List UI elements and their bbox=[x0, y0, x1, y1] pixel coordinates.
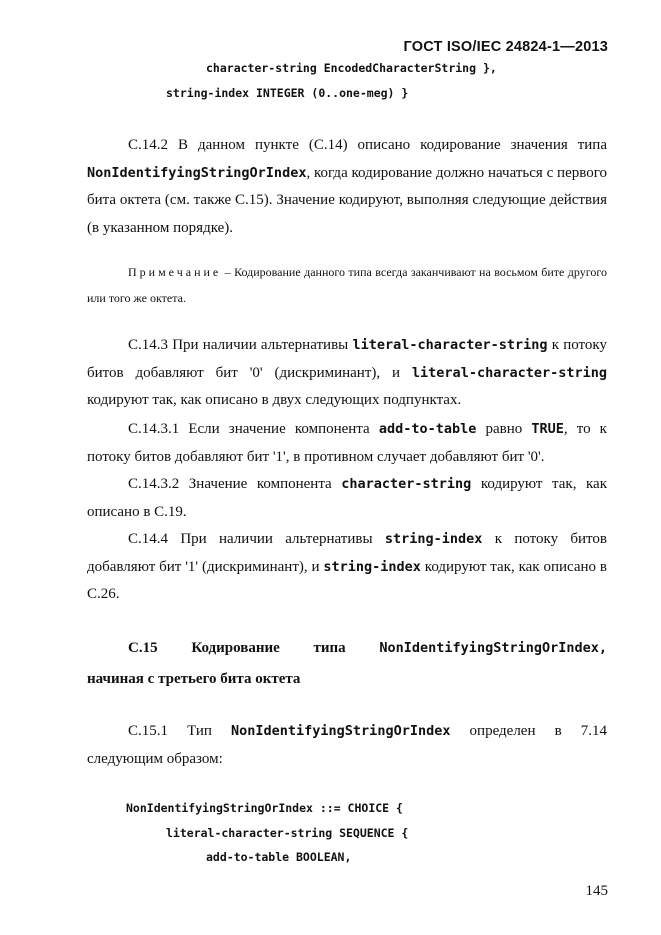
code-line: character-string EncodedCharacterString }, bbox=[206, 61, 497, 75]
page-number: 145 bbox=[585, 883, 608, 899]
paragraph-c14-4: С.14.4 При наличии альтернативы string-index к потоку битов добавляют бит '1' (дискриминант), и string-index кодируют так, как описано в С.26. bbox=[87, 531, 607, 602]
code-line: literal-character-string SEQUENCE { bbox=[166, 826, 409, 840]
paragraph-c14-3-1: С.14.3.1 Если значение компонента add-to-table равно TRUE, то к потоку битов добавляют бит '1', в противном случает добавляют бит '0'. bbox=[87, 421, 607, 465]
code-line: string-index INTEGER (0..one-meg) } bbox=[166, 86, 409, 100]
paragraph-c14-3-2: С.14.3.2 Значение компонента character-string кодируют так, как описано в С.19. bbox=[87, 476, 607, 520]
type-name: NonIdentifyingStringOrIndex bbox=[87, 164, 307, 181]
paragraph-c14-3: С.14.3 При наличии альтернативы literal-character-string к потоку битов добавляют бит '0' (дискриминант), и literal-character-string кодируют так, как описано в двух следующих подпунктах. bbox=[87, 337, 607, 408]
paragraph-c15-1: С.15.1 Тип NonIdentifyingStringOrIndex определен в 7.14 следующим образом: bbox=[87, 723, 607, 767]
code-line: add-to-table BOOLEAN, bbox=[206, 850, 352, 864]
section-heading-c15: С.15 Кодирование типа NonIdentifyingStringOrIndex, начиная с третьего бита октета bbox=[87, 640, 607, 687]
note: Примечание – Кодирование данного типа всегда заканчивают на восьмом бите другого или того же октета. bbox=[87, 265, 607, 305]
document-header: ГОСТ ISO/IEC 24824-1—2013 bbox=[403, 39, 608, 55]
note-label: Примечание bbox=[128, 265, 222, 279]
paragraph-c14-2: С.14.2 В данном пункте (С.14) описано кодирование значения типа NonIdentifyingStringOrIndex, когда кодирование должно начаться с первого бита октета (см. также С.15). Значение кодируют, выполняя следующие действия (в указанном порядке). bbox=[87, 137, 607, 236]
code-line: NonIdentifyingStringOrIndex ::= CHOICE { bbox=[126, 801, 403, 815]
